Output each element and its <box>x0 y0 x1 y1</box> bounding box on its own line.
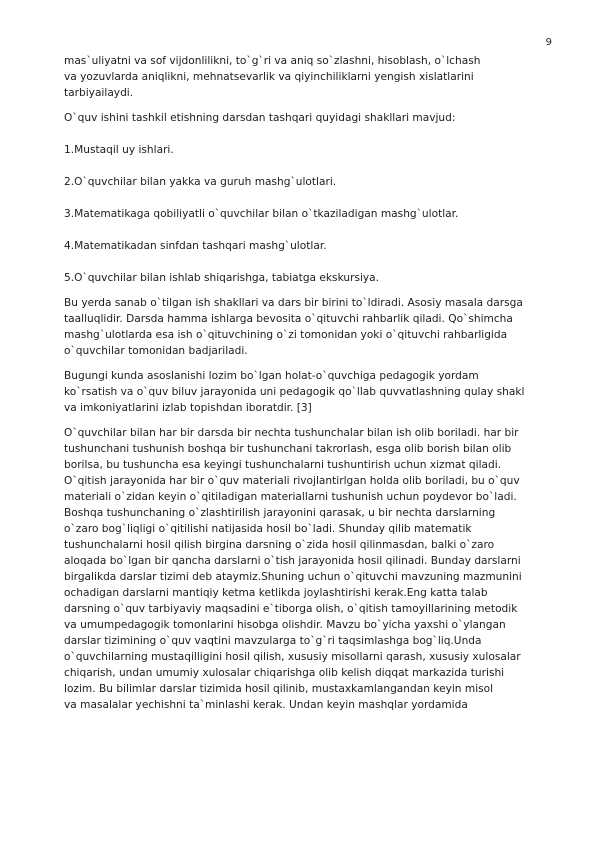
page-body <box>64 53 552 713</box>
list-item: 2.O`quvchilar bilan yakka va guruh mashg`ulotlari. <box>64 176 337 188</box>
list-item: 5.O`quvchilar bilan ishlab shiqarishga, tabiatga ekskursiya. <box>64 272 380 284</box>
paragraph-forms-explanation: Bu yerda sanab o`tilgan ish shakllari va dars bir birini to`ldiradi. Asosiy masala darsga taalluqlidir. Darsda hamma ishlarga bevosita o`qituvchi rahbarlik qiladi. Qo`shimcha mashg`ulotlarda esa ish o`qituvchining o`zi tomonidan yoki o`qituvchi rahbarligida o`quvchilar tomonidan badjariladi. <box>64 297 523 357</box>
paragraph-forms-heading: O`quv ishini tashkil etishning darsdan tashqari quyidagi shakllari mavjud: <box>64 112 456 124</box>
page-number: 9 <box>545 37 552 48</box>
paragraph-lesson-system: O`quvchilar bilan har bir darsda bir nechta tushunchalar bilan ish olib boriladi. har bir tushunchani tushunish boshqa bir tushunchani takrorlash, esga olib borish bilan olib borilsa, bu tushuncha esa keyingi tushunchalarni tushuntirish uchun xizmat qiladi. O`qitish jarayonida har bir o`quv materiali rivojlantirlgan holda olib boriladi, bu o`quv materiali o`zidan keyin o`qitiladigan materiallarni tushunish uchun poydevor bo`ladi. Boshqa tushunchaning o`zlashtirilish jarayonini qarasak, u bir nechta darslarning o`zaro bog`liqligi o`qitilishi natijasida hosil bo`ladi. Shunday qilib matematik tushunchalarni hosil qilish birgina darsning o`zida hosil qilinmasdan, balki o`zaro aloqada bo`lgan bir qancha darslarni o`tish jarayonida hosil qilinadi. Bunday darslarni birgalikda darslar tizimi deb ataymiz.Shuning uchun o`qituvchi mavzuning mazmunini ochadigan darslarni mantiqiy ketma ketlikda joylashtirishi kerak.Eng katta talab darsning o`quv tarbiyaviy maqsadini e`tiborga olish, o`qitish tamoyillarining metodik va umumpedagogik tomonlarini hisobga olishdir. Mavzu bo`yicha yaxshi o`ylangan darslar tizimining o`quv vaqtini mavzularga to`g`ri taqsimlashga bog`liq.Unda o`quvchilarning mustaqilligini hosil qilish, xususiy misollarni qarash, xususiy xulosalar chiqarish, undan umumiy xulosalar chiqarishga olib kelish diqqat markazida turishi lozim. Bu bilimlar darslar tizimida hosil qilinib, mustaxkamlangandan keyin misol va masalalar yechishni ta`minlashi kerak. Undan keyin mashqlar yordamida <box>64 427 522 711</box>
paragraph-pedagogical-support: Bugungi kunda asoslanishi lozim bo`lgan holat-o`quvchiga pedagogik yordam ko`rsatish va o`quv biluv jarayonida uni pedagogik qo`llab quvvatlashning qulay shakl va imkoniyatlarini izlab topishdan iboratdir. [3] <box>64 370 525 414</box>
list-item: 4.Matematikadan sinfdan tashqari mashg`ulotlar. <box>64 240 327 252</box>
list-item: 1.Mustaqil uy ishlari. <box>64 144 174 156</box>
paragraph-intro-continuation: mas`uliyatni va sof vijdonlilikni, to`g`ri va aniq so`zlashni, hisoblash, o`lchash va yozuvlarda aniqlikni, mehnatsevarlik va qiyinchiliklarni yengish xislatlarini tarbiyailaydi. <box>64 55 481 99</box>
list-item: 3.Matematikaga qobiliyatli o`quvchilar bilan o`tkaziladigan mashg`ulotlar. <box>64 208 459 220</box>
